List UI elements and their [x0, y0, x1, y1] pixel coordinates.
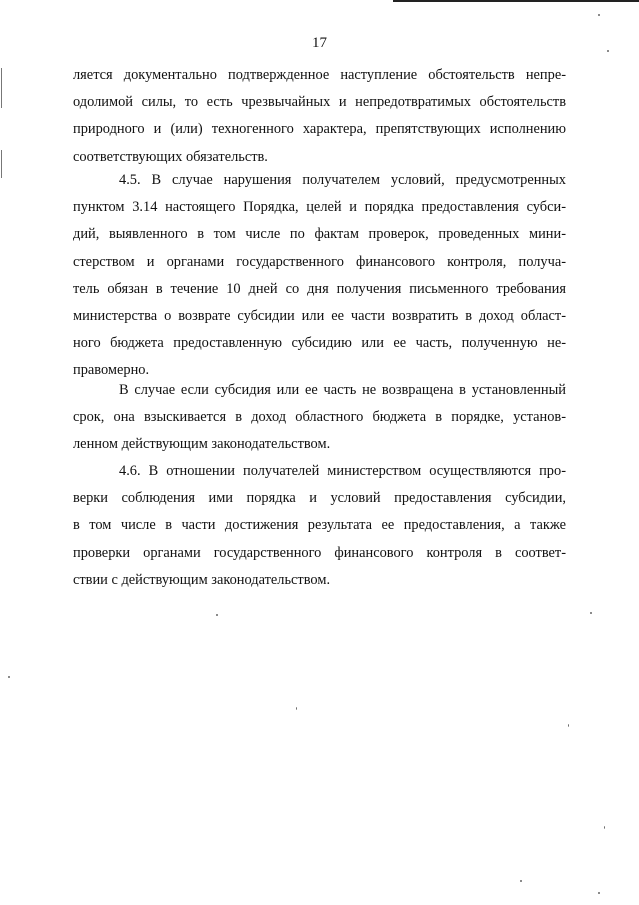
- scan-speck: [598, 14, 600, 16]
- scan-edge-mark: [1, 150, 2, 178]
- text-line: правомерно.: [73, 362, 150, 379]
- scan-edge-line: [393, 0, 639, 2]
- text-line: природного и (или) техногенного характера, препятствующих исполнению: [73, 121, 566, 138]
- text-line: пунктом 3.14 настоящего Порядка, целей и порядка предоставления субси-: [73, 199, 566, 216]
- text-line: в том числе в части достижения результата ее предоставления, а также: [73, 517, 566, 534]
- text-line: дий, выявленного в том числе по фактам проверок, проведенных мини-: [73, 226, 566, 243]
- text-line: В случае если субсидия или ее часть не возвращена в установленный: [119, 382, 566, 398]
- text-line: стерством и органами государственного финансового контроля, получа-: [73, 253, 566, 270]
- scan-speck: [590, 612, 592, 614]
- paragraph-clause-4-5: [73, 167, 566, 385]
- scan-edge-mark: [1, 68, 2, 108]
- scan-speck: [8, 676, 10, 678]
- text-line: министерства о возврате субсидии или ее части возвратить в доход област-: [73, 307, 566, 324]
- text-line: ного бюджета предоставленную субсидию или ее часть, полученную не-: [73, 335, 566, 352]
- text-line: верки соблюдения ими порядка и условий предоставления субсидии,: [73, 490, 566, 507]
- text-line: тель обязан в течение 10 дней со дня получения письменного требования: [73, 280, 566, 297]
- scan-speck: [520, 880, 522, 882]
- scan-speck: [598, 892, 600, 894]
- text-line: ленном действующим законодательством.: [73, 436, 331, 453]
- paragraph-clause-4-5-recovery: [73, 377, 566, 459]
- text-line: проверки органами государственного финансового контроля в соответ-: [73, 544, 566, 561]
- scan-speck: [604, 826, 605, 829]
- scan-speck: [568, 724, 569, 727]
- scan-speck: [296, 707, 297, 710]
- scan-speck: [216, 614, 218, 616]
- paragraph-clause-4-6: [73, 458, 566, 594]
- text-line: 4.5. В случае нарушения получателем условий, предусмотренных: [119, 172, 566, 188]
- text-line: ляется документально подтвержденное наступление обстоятельств непре-: [73, 67, 566, 83]
- paragraph-continuation: [73, 62, 566, 171]
- text-line: срок, она взыскивается в доход областного бюджета в порядке, установ-: [73, 409, 566, 426]
- text-line: одолимой силы, то есть чрезвычайных и непредотвратимых обстоятельств: [73, 94, 566, 111]
- page-number: 17: [312, 35, 327, 51]
- text-line: соответствующих обязательств.: [73, 148, 268, 165]
- text-line: 4.6. В отношении получателей министерством осуществляются про-: [119, 463, 566, 479]
- text-line: ствии с действующим законодательством.: [73, 571, 331, 588]
